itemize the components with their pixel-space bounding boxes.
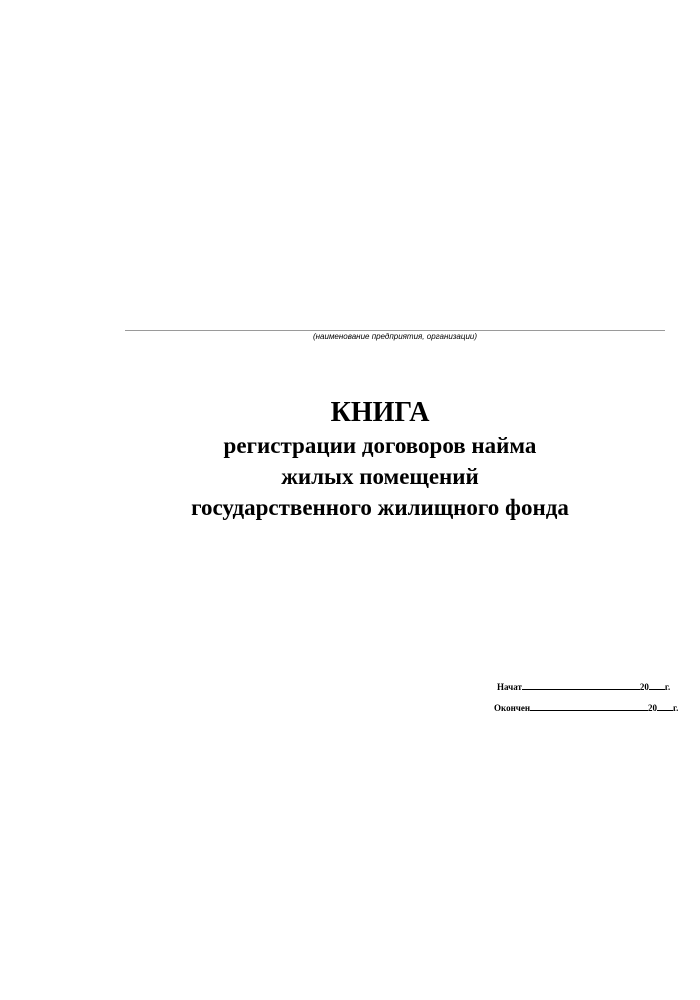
organization-name-line: [125, 330, 665, 331]
ended-label: Окончен: [494, 703, 531, 713]
started-century: 20: [639, 682, 649, 692]
title-line-1: регистрации договоров найма: [223, 433, 537, 458]
title-main: КНИГА: [330, 397, 430, 428]
title-line-3: государственного жилищного фонда: [191, 495, 569, 520]
started-year-blank: [649, 680, 665, 690]
book-title: [100, 396, 660, 523]
organization-caption: (наименование предприятия, организации): [312, 332, 478, 341]
started-date-blank: [522, 680, 640, 690]
ended-date-blank: [530, 701, 648, 711]
ended-century: 20: [648, 703, 658, 713]
ended-year-blank: [657, 701, 673, 711]
ended-date-row: [494, 701, 700, 714]
started-year-suffix: г.: [664, 682, 671, 692]
started-label: Начат: [497, 682, 522, 692]
ended-year-suffix: г.: [673, 703, 679, 713]
title-line-2: жилых помещений: [281, 464, 479, 489]
started-date-row: [497, 680, 700, 693]
